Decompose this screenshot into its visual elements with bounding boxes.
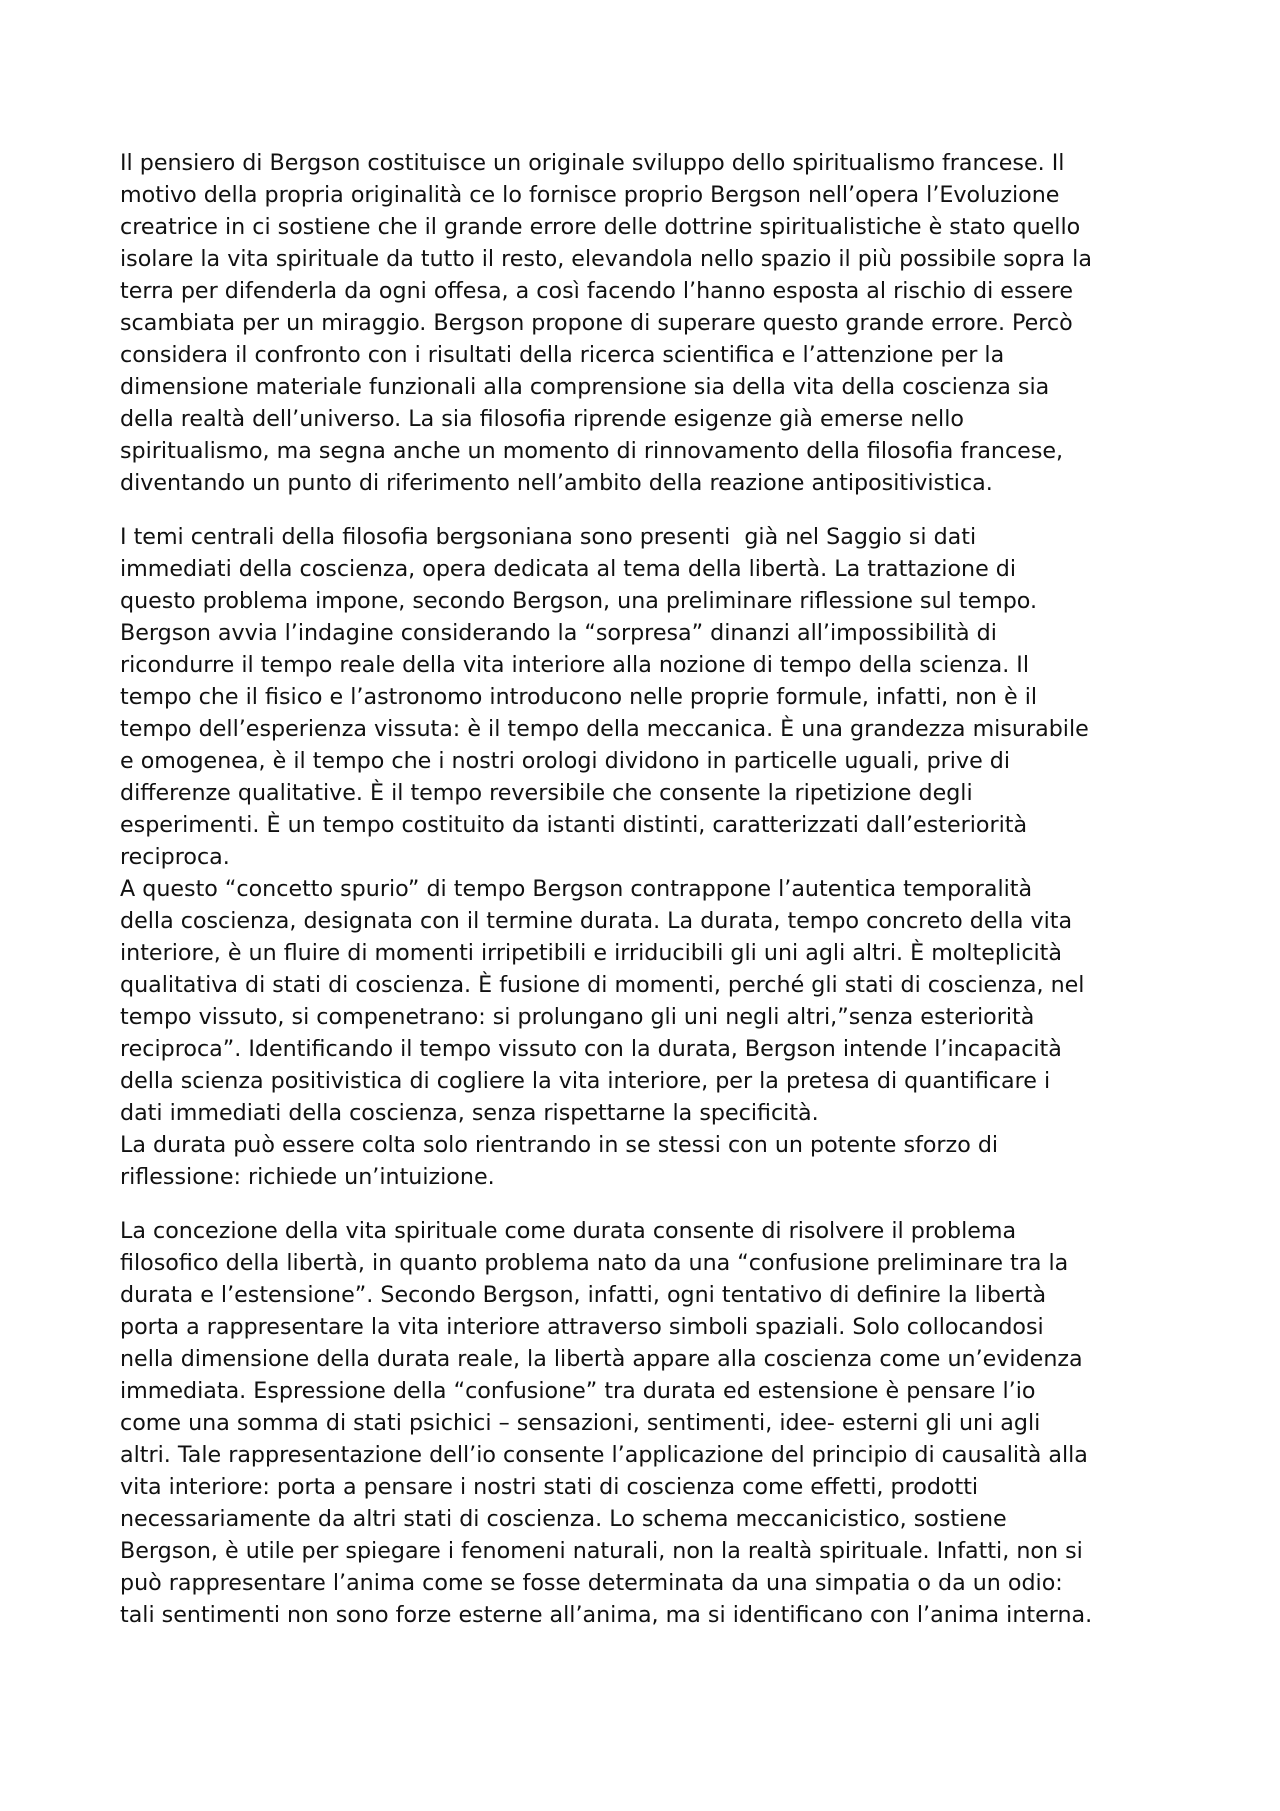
text-line: necessariamente da altri stati di coscienza. Lo schema meccanicistico, sostiene — [120, 1506, 1007, 1532]
paragraph-spacer — [120, 499, 1170, 521]
text-line: e omogenea, è il tempo che i nostri orologi dividono in particelle uguali, prive di — [120, 748, 1011, 774]
text-line: porta a rappresentare la vita interiore attraverso simboli spaziali. Solo collocandosi — [120, 1314, 1044, 1340]
text-line: dimensione materiale funzionali alla comprensione sia della vita della coscienza sia — [120, 374, 1050, 400]
text-line: tempo vissuto, si compenetrano: si prolungano gli uni negli altri,”senza esteriorità — [120, 1004, 1035, 1030]
text-line: motivo della propria originalità ce lo fornisce proprio Bergson nell’opera l’Evoluzione — [120, 182, 1060, 208]
text-line: della scienza positivistica di cogliere la vita interiore, per la pretesa di quantificare i — [120, 1068, 1051, 1094]
text-line: Il pensiero di Bergson costituisce un originale sviluppo dello spiritualismo francese. Il — [120, 150, 1065, 176]
document-page — [120, 147, 1170, 1631]
text-line: terra per difenderla da ogni offesa, a così facendo l’hanno esposta al rischio di essere — [120, 278, 1074, 304]
text-line: riflessione: richiede un’intuizione. — [120, 1164, 495, 1190]
paragraph-spacer — [120, 1193, 1170, 1215]
text-line: della coscienza, designata con il termine durata. La durata, tempo concreto della vita — [120, 908, 1073, 934]
text-line: altri. Tale rappresentazione dell’io consente l’applicazione del principio di causalità alla — [120, 1442, 1088, 1468]
text-line: come una somma di stati psichici – sensazioni, sentimenti, idee- esterni gli uni agli — [120, 1410, 1041, 1436]
text-line: interiore, è un fluire di momenti irripetibili e irriducibili gli uni agli altri. È molteplicità — [120, 940, 1062, 966]
text-line: isolare la vita spirituale da tutto il resto, elevandola nello spazio il più possibile sopra la — [120, 246, 1092, 272]
text-line: ricondurre il tempo reale della vita interiore alla nozione di tempo della scienza. Il — [120, 652, 1030, 678]
paragraph — [120, 147, 1170, 499]
text-line: Bergson, è utile per spiegare i fenomeni naturali, non la realtà spirituale. Infatti, non si — [120, 1538, 1083, 1564]
text-line: La durata può essere colta solo rientrando in se stessi con un potente sforzo di — [120, 1132, 999, 1158]
text-line: vita interiore: porta a pensare i nostri stati di coscienza come effetti, prodotti — [120, 1474, 979, 1500]
text-line: scambiata per un miraggio. Bergson propone di superare questo grande errore. Percò — [120, 310, 1073, 336]
text-line: può rappresentare l’anima come se fosse determinata da una simpatia o da un odio: — [120, 1570, 1063, 1596]
text-line: reciproca. — [120, 844, 230, 870]
text-line: considera il confronto con i risultati della ricerca scientifica e l’attenzione per la — [120, 342, 1005, 368]
text-line: nella dimensione della durata reale, la libertà appare alla coscienza come un’evidenza — [120, 1346, 1083, 1372]
text-line: differenze qualitative. È il tempo reversibile che consente la ripetizione degli — [120, 780, 973, 806]
text-line: immediata. Espressione della “confusione” tra durata ed estensione è pensare l’io — [120, 1378, 1036, 1404]
text-line: I temi centrali della filosofia bergsoniana sono presenti già nel Saggio si dati — [120, 524, 977, 550]
paragraph — [120, 1215, 1170, 1631]
text-line: della realtà dell’universo. La sia filosofia riprende esigenze già emerse nello — [120, 406, 964, 432]
text-line: esperimenti. È un tempo costituito da istanti distinti, caratterizzati dall’esteriorità — [120, 812, 1028, 838]
text-line: tali sentimenti non sono forze esterne all’anima, ma si identificano con l’anima interna. — [120, 1602, 1093, 1628]
text-line: Bergson avvia l’indagine considerando la “sorpresa” dinanzi all’impossibilità di — [120, 620, 997, 646]
text-line: filosofico della libertà, in quanto problema nato da una “confusione preliminare tra la — [120, 1250, 1069, 1276]
text-line: La concezione della vita spirituale come durata consente di risolvere il problema — [120, 1218, 1017, 1244]
text-line: reciproca”. Identificando il tempo vissuto con la durata, Bergson intende l’incapacità — [120, 1036, 1062, 1062]
text-line: questo problema impone, secondo Bergson, una preliminare riflessione sul tempo. — [120, 588, 1038, 614]
text-line: tempo dell’esperienza vissuta: è il tempo della meccanica. È una grandezza misurabile — [120, 716, 1089, 742]
text-line: A questo “concetto spurio” di tempo Bergson contrappone l’autentica temporalità — [120, 876, 1033, 902]
text-line: creatrice in ci sostiene che il grande errore delle dottrine spiritualistiche è stato quello — [120, 214, 1081, 240]
text-line: diventando un punto di riferimento nell’ambito della reazione antipositivistica. — [120, 470, 993, 496]
text-line: qualitativa di stati di coscienza. È fusione di momenti, perché gli stati di coscienza, nel — [120, 972, 1085, 998]
paragraph — [120, 521, 1170, 1193]
text-line: spiritualismo, ma segna anche un momento di rinnovamento della filosofia francese, — [120, 438, 1064, 464]
text-line: tempo che il fisico e l’astronomo introducono nelle proprie formule, infatti, non è il — [120, 684, 1038, 710]
text-line: immediati della coscienza, opera dedicata al tema della libertà. La trattazione di — [120, 556, 1017, 582]
text-line: dati immediati della coscienza, senza rispettarne la specificità. — [120, 1100, 819, 1126]
text-line: durata e l’estensione”. Secondo Bergson, infatti, ogni tentativo di definire la libertà — [120, 1282, 1047, 1308]
